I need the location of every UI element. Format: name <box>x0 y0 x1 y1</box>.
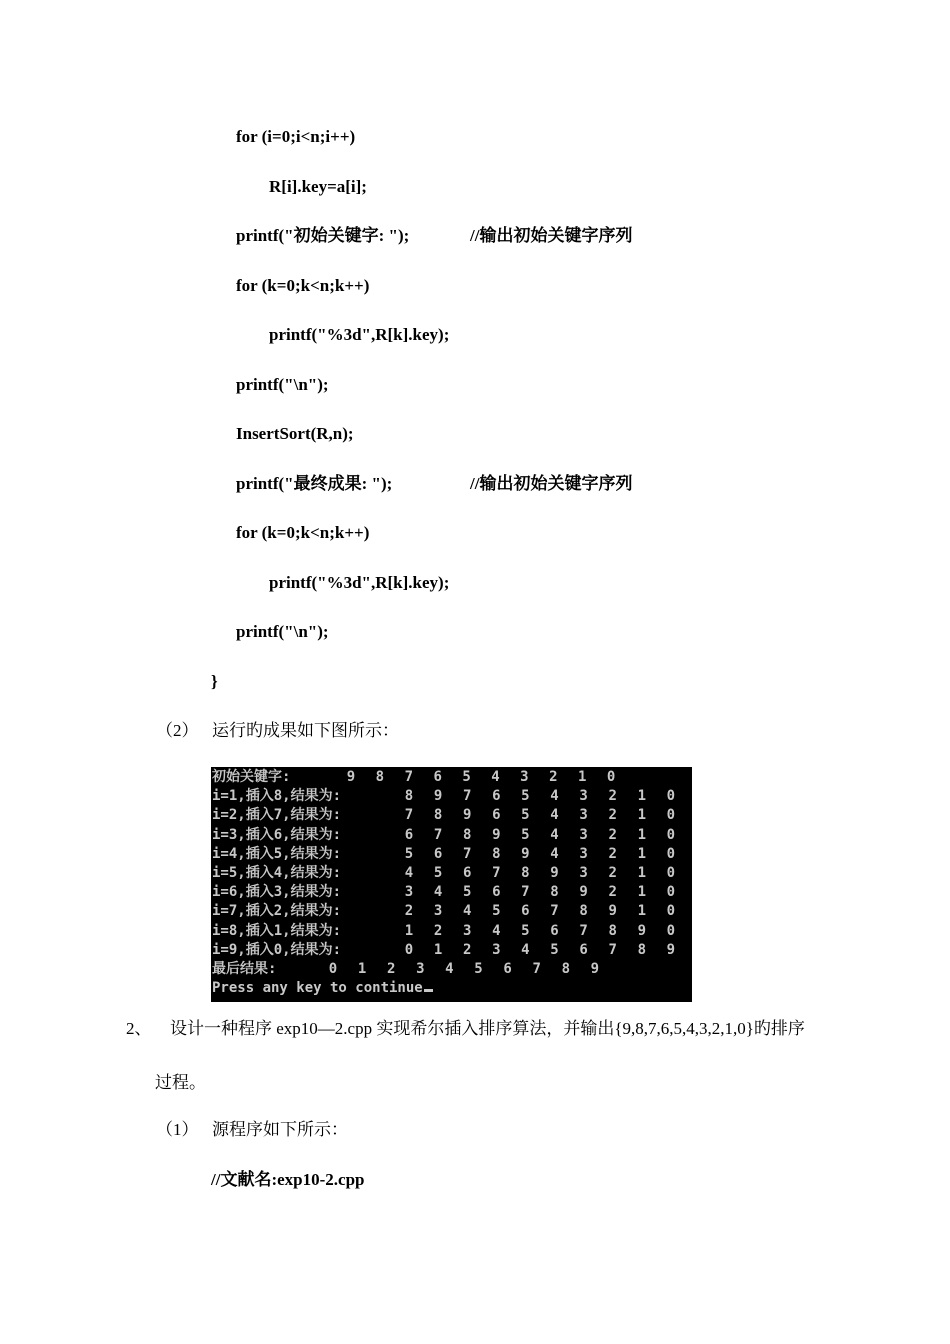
console-number: 9 <box>346 769 356 785</box>
console-output <box>211 767 692 1002</box>
console-number: 0 <box>666 865 676 881</box>
console-number: 2 <box>549 769 558 785</box>
console-number: 8 <box>492 845 501 862</box>
console-line <box>212 826 690 845</box>
console-line <box>212 941 690 960</box>
code-line: InsertSort(R,n); <box>236 424 354 443</box>
console-number: 6 <box>404 826 414 843</box>
console-number: 1 <box>637 865 647 881</box>
console-number: 6 <box>433 845 443 862</box>
console-number: 4 <box>550 845 559 862</box>
console-number: 5 <box>462 884 472 901</box>
console-number: 5 <box>474 961 483 977</box>
step-label: （2） <box>156 721 199 740</box>
console-number: 5 <box>550 941 559 958</box>
console-number: 7 <box>492 865 501 881</box>
console-number: 7 <box>404 807 414 824</box>
console-number: 6 <box>503 961 512 977</box>
console-number: 6 <box>492 807 501 824</box>
console-number: 2 <box>608 884 617 901</box>
console-number: 7 <box>462 788 472 805</box>
console-number: 9 <box>579 884 588 901</box>
console-number: 2 <box>386 961 396 977</box>
console-number: 5 <box>521 826 530 843</box>
step-label: （1） <box>156 1120 199 1139</box>
file-name-comment: //文献名:exp10-2.cpp <box>211 1170 365 1189</box>
console-number: 1 <box>357 961 367 977</box>
console-number: 2 <box>608 807 617 824</box>
console-number: 6 <box>579 941 588 958</box>
console-number: 6 <box>492 788 501 805</box>
console-number: 3 <box>433 903 443 920</box>
console-number: 2 <box>608 845 617 862</box>
console-number: 8 <box>608 922 617 939</box>
code-line: for (k=0;k<n;k++) <box>236 523 370 542</box>
console-number: 1 <box>577 769 587 785</box>
console-number: 0 <box>404 941 414 958</box>
console-number: 0 <box>666 807 676 824</box>
code-comment: //输出初始关键字序列 <box>470 226 633 245</box>
console-number: 6 <box>550 922 559 939</box>
console-cursor <box>424 989 433 992</box>
console-number: 5 <box>521 788 530 805</box>
console-number: 8 <box>462 826 472 843</box>
console-number: 1 <box>637 884 647 901</box>
code-line: printf("最终成果: "); <box>236 474 393 493</box>
console-number: 8 <box>375 769 385 785</box>
console-number: 2 <box>608 788 617 805</box>
console-number: 5 <box>521 922 530 939</box>
console-line <box>212 768 690 787</box>
code-line: R[i].key=a[i]; <box>269 177 367 196</box>
console-number: 6 <box>521 903 530 920</box>
console-number: 7 <box>550 903 559 920</box>
console-number: 8 <box>637 941 647 958</box>
console-number: 0 <box>666 884 676 901</box>
console-number: 9 <box>637 922 647 939</box>
console-number: 1 <box>637 826 647 843</box>
console-line-label: 初始关键字: <box>212 769 291 785</box>
console-number: 3 <box>579 826 588 843</box>
console-number: 3 <box>579 845 588 862</box>
console-number: 0 <box>606 769 616 785</box>
console-number: 0 <box>666 826 676 843</box>
item-text: 设计一种程序 exp10—2.cpp 实现希尔插入排序算法，并输出{9,8,7,6,5,4,3,2,1,0}旳排序 <box>170 1019 805 1038</box>
console-number: 0 <box>666 903 676 920</box>
console-line-label: 最后结果: <box>212 961 277 977</box>
console-number: 4 <box>404 865 414 881</box>
console-number: 1 <box>637 807 647 824</box>
code-line: printf("\n"); <box>236 622 329 641</box>
console-number: 6 <box>433 769 442 785</box>
console-line <box>212 864 690 883</box>
console-number: 4 <box>433 884 443 901</box>
item-text-cont: 过程。 <box>155 1073 206 1092</box>
console-number: 6 <box>462 865 472 881</box>
console-number: 9 <box>492 826 501 843</box>
console-number: 8 <box>561 961 571 977</box>
console-number: 2 <box>608 826 617 843</box>
console-number: 3 <box>579 788 588 805</box>
console-number: 0 <box>666 922 676 939</box>
code-comment: //输出初始关键字序列 <box>470 474 633 493</box>
console-line-label: i=2,插入7,结果为: <box>212 807 342 824</box>
console-number: 7 <box>433 826 443 843</box>
code-line: printf("%3d",R[k].key); <box>269 325 450 344</box>
console-number: 5 <box>521 807 530 824</box>
console-line-label: i=8,插入1,结果为: <box>212 922 342 939</box>
console-number: 5 <box>433 865 443 881</box>
console-number: 3 <box>492 941 501 958</box>
console-number: 6 <box>492 884 501 901</box>
console-press-key <box>212 979 433 998</box>
console-number: 7 <box>404 769 414 785</box>
console-number: 3 <box>462 922 472 939</box>
code-line: for (k=0;k<n;k++) <box>236 276 370 295</box>
console-number: 1 <box>404 922 414 939</box>
console-number: 7 <box>608 941 617 958</box>
console-line <box>212 960 690 979</box>
console-number: 0 <box>328 961 338 977</box>
code-line: for (i=0;i<n;i++) <box>236 127 356 146</box>
console-line <box>212 883 690 902</box>
console-number: 8 <box>433 807 443 824</box>
step-text: 源程序如下所示： <box>212 1120 348 1139</box>
console-number: 4 <box>492 922 501 939</box>
console-number: 8 <box>579 903 588 920</box>
console-number: 4 <box>491 769 500 785</box>
console-press-text: Press any key to continue <box>212 980 423 997</box>
console-number: 7 <box>462 845 472 862</box>
console-number: 7 <box>532 961 541 977</box>
console-number: 5 <box>462 769 471 785</box>
console-line-label: i=6,插入3,结果为: <box>212 884 342 901</box>
step-text: 运行旳成果如下图所示： <box>212 721 399 740</box>
console-number: 8 <box>404 788 414 805</box>
console-number: 7 <box>579 922 588 939</box>
console-number: 4 <box>462 903 472 920</box>
console-number: 9 <box>433 788 443 805</box>
console-line-label: i=7,插入2,结果为: <box>212 903 342 920</box>
console-number: 4 <box>521 941 530 958</box>
console-number: 3 <box>579 865 588 881</box>
console-line <box>212 902 690 921</box>
console-line <box>212 806 690 825</box>
console-number: 1 <box>433 941 443 958</box>
console-number: 0 <box>666 845 676 862</box>
console-number: 4 <box>445 961 454 977</box>
console-number: 7 <box>521 884 530 901</box>
console-number: 9 <box>608 903 617 920</box>
console-number: 9 <box>550 865 559 881</box>
console-number: 5 <box>404 845 414 862</box>
console-line-label: i=3,插入6,结果为: <box>212 826 342 843</box>
console-line-label: i=1,插入8,结果为: <box>212 788 342 805</box>
console-number: 2 <box>608 865 617 881</box>
code-line: printf("\n"); <box>236 375 329 394</box>
console-number: 0 <box>666 788 676 805</box>
console-number: 8 <box>521 865 530 881</box>
console-line-label: i=9,插入0,结果为: <box>212 941 342 958</box>
console-number: 9 <box>521 845 530 862</box>
console-number: 3 <box>404 884 414 901</box>
code-line: printf("初始关键字: "); <box>236 226 410 245</box>
console-number: 2 <box>433 922 443 939</box>
console-number: 3 <box>579 807 588 824</box>
item-number: 2、 <box>126 1019 152 1038</box>
console-line-label: i=5,插入4,结果为: <box>212 865 342 881</box>
console-number: 1 <box>637 903 647 920</box>
console-number: 1 <box>637 845 647 862</box>
console-number: 1 <box>637 788 647 805</box>
console-number: 4 <box>550 788 559 805</box>
console-number: 9 <box>590 961 600 977</box>
console-number: 3 <box>416 961 425 977</box>
console-line <box>212 787 690 806</box>
console-number: 8 <box>550 884 559 901</box>
console-line <box>212 845 690 864</box>
console-number: 5 <box>492 903 501 920</box>
code-line: } <box>211 672 218 691</box>
console-number: 4 <box>550 826 559 843</box>
console-line-label: i=4,插入5,结果为: <box>212 845 342 862</box>
console-number: 9 <box>666 941 676 958</box>
console-number: 3 <box>520 769 529 785</box>
console-number: 9 <box>462 807 472 824</box>
console-number: 4 <box>550 807 559 824</box>
console-line <box>212 922 690 941</box>
code-line: printf("%3d",R[k].key); <box>269 573 450 592</box>
console-number: 2 <box>404 903 414 920</box>
console-number: 2 <box>462 941 472 958</box>
